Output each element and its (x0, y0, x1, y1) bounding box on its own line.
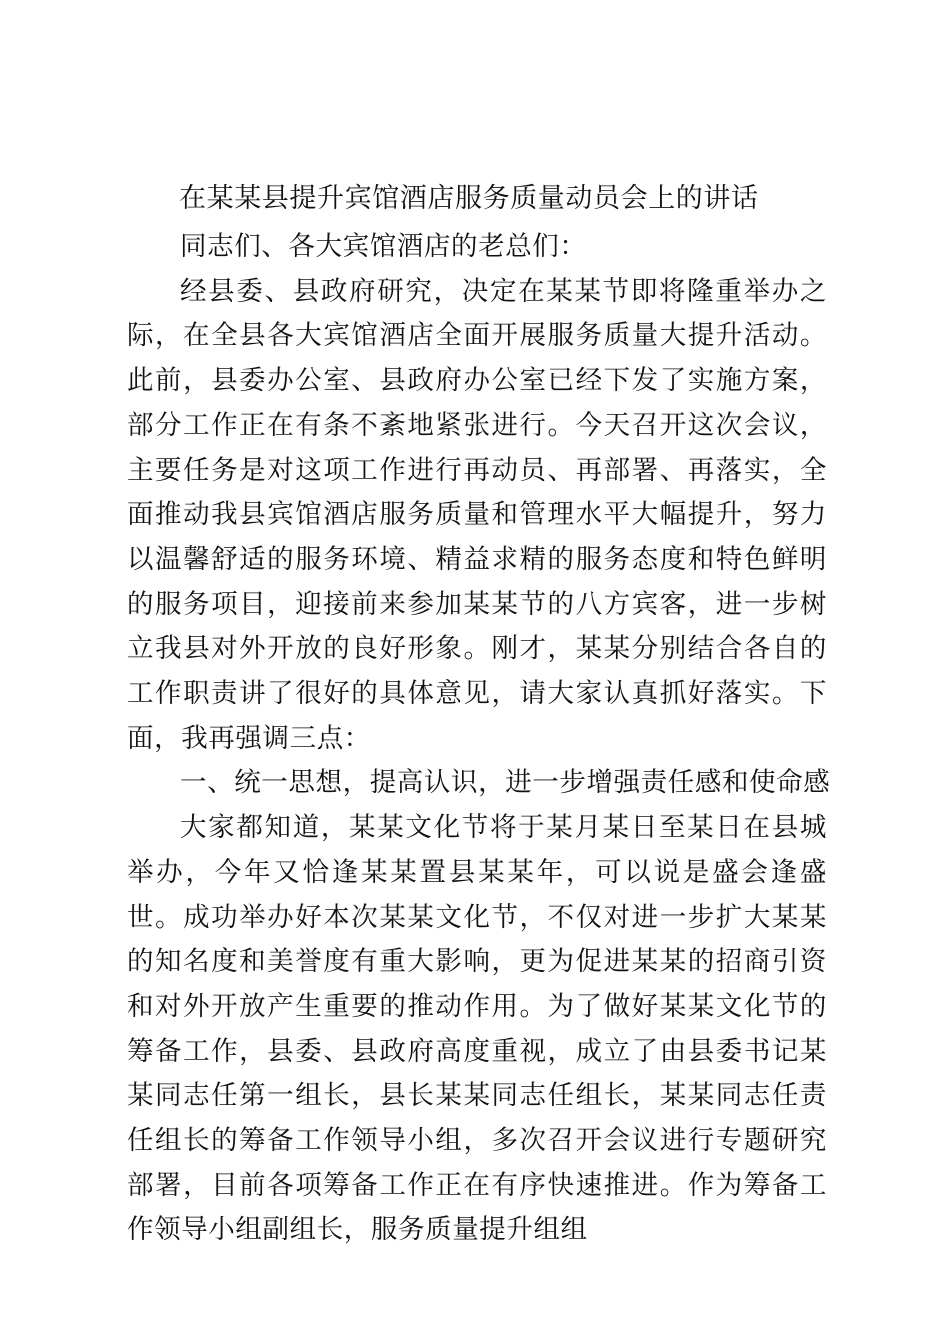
salutation: 同志们、各大宾馆酒店的老总们： (180, 231, 587, 262)
section-1-heading: 一、统一思想，提高认识，进一步增强责任感和使命感 (180, 767, 831, 799)
section-1-paragraph: 大家都知道，某某文化节将于某月某日至某日在县城举办，今年又恰逢某某置县某某年，可以说是盛会逢盛世。成功举办好本次某某文化节，不仅对进一步扩大某某的知名度和美誉度有重大影响，更为促进某某的招商引资和对外开放产生重要的推动作用。为了做好某某文化节的筹备工作，县委、县政府高度重视，成立了由县委书记某某同志任第一组长，县长某某同志任组长，某某同志任责任组长的筹备工作领导小组，多次召开会议进行专题研究部署，目前各项筹备工作正在有序快速推进。作为筹备工作领导小组副组长，服务质量提升组组 (127, 812, 827, 1246)
document-title: 在某某县提升宾馆酒店服务质量动员会上的讲话 (179, 183, 759, 214)
document-body (127, 172, 831, 1253)
opening-paragraph: 经县委、县政府研究，决定在某某节即将隆重举办之际，在全县各大宾馆酒店全面开展服务质量大提升活动。此前，县委办公室、县政府办公室已经下发了实施方案，部分工作正在有条不紊地紧张进行。今天召开这次会议，主要任务是对这项工作进行再动员、再部署、再落实，全面推动我县宾馆酒店服务质量和管理水平大幅提升，努力以温馨舒适的服务环境、精益求精的服务态度和特色鲜明的服务项目，迎接前来参加某某节的八方宾客，进一步树立我县对外开放的良好形象。刚才，某某分别结合各自的工作职责讲了很好的具体意见，请大家认真抓好落实。下面，我再强调三点： (127, 275, 827, 754)
